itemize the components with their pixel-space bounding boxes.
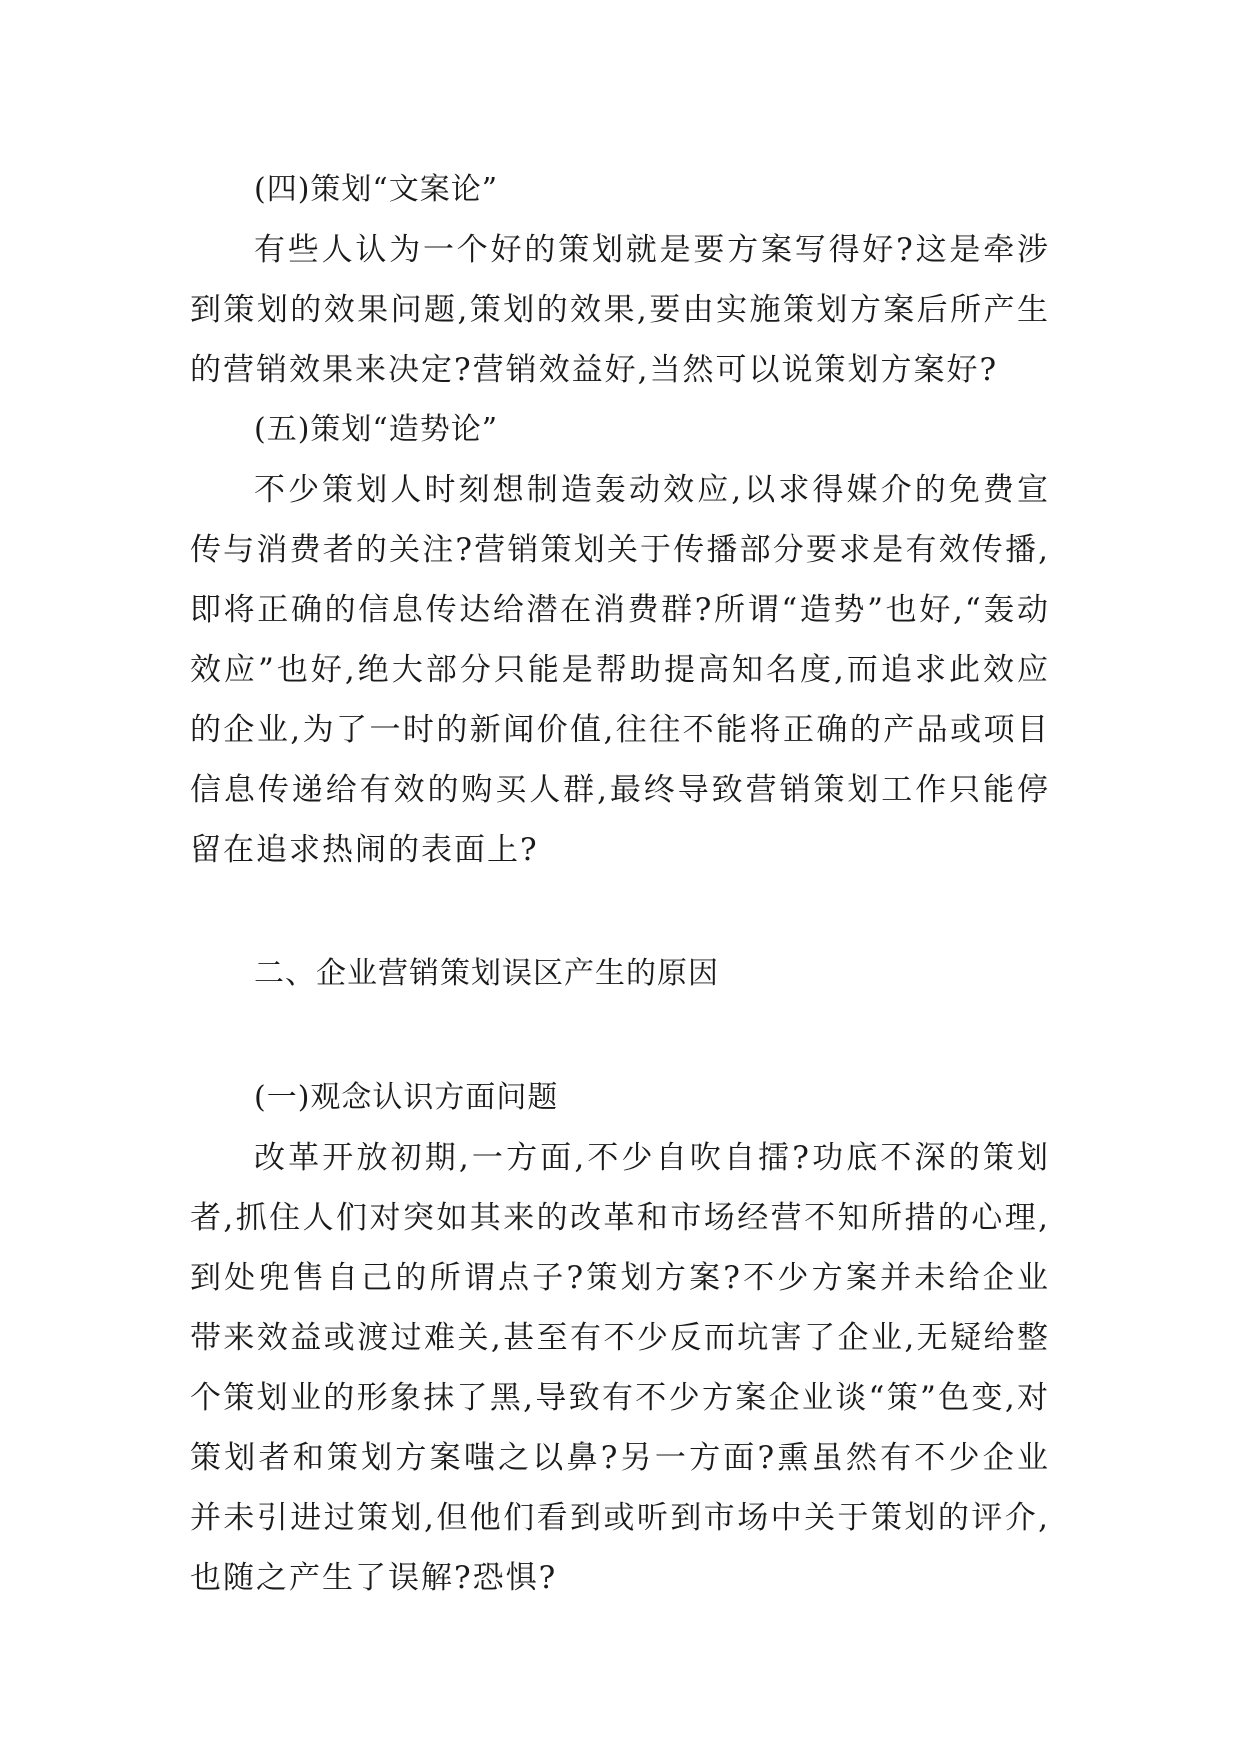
subheading-five: (五)策划“造势论” xyxy=(254,412,499,447)
paragraph-copywriting-theory: 有些人认为一个好的策划就是要方案写得好?这是牵涉到策划的效果问题,策划的效果,要由实施策划方案后所产生的营销效果来决定?营销效益好,当然可以说策划方案好? xyxy=(190,232,1050,388)
paragraph-concept-issues: 改革开放初期,一方面,不少自吹自擂?功底不深的策划者,抓住人们对突如其来的改革和市场经营不知所措的心理,到处兜售自己的所谓点子?策划方案?不少方案并未给企业带来效益或渡过难关,甚至有不少反而坑害了企业,无疑给整个策划业的形象抹了黑,导致有不少方案企业谈“策”色变,对策划者和策划方案嗤之以鼻?另一方面?熏虽然有不少企业并未引进过策划,但他们看到或听到市场中关于策划的评介,也随之产生了误解?恐惧? xyxy=(190,1140,1050,1596)
spacer xyxy=(190,880,1050,944)
section-heading-two: 二、企业营销策划误区产生的原因 xyxy=(254,956,719,991)
spacer xyxy=(190,1004,1050,1068)
subheading-four: (四)策划“文案论” xyxy=(254,172,499,207)
paragraph-momentum-theory: 不少策划人时刻想制造轰动效应,以求得媒介的免费宣传与消费者的关注?营销策划关于传播部分要求是有效传播,即将正确的信息传达给潜在消费群?所谓“造势”也好,“轰动效应”也好,绝大部分只能是帮助提高知名度,而追求此效应的企业,为了一时的新闻价值,往往不能将正确的产品或项目信息传递给有效的购买人群,最终导致营销策划工作只能停留在追求热闹的表面上? xyxy=(190,472,1050,868)
document-body xyxy=(190,160,1050,1608)
subheading-one: (一)观念认识方面问题 xyxy=(254,1080,559,1115)
